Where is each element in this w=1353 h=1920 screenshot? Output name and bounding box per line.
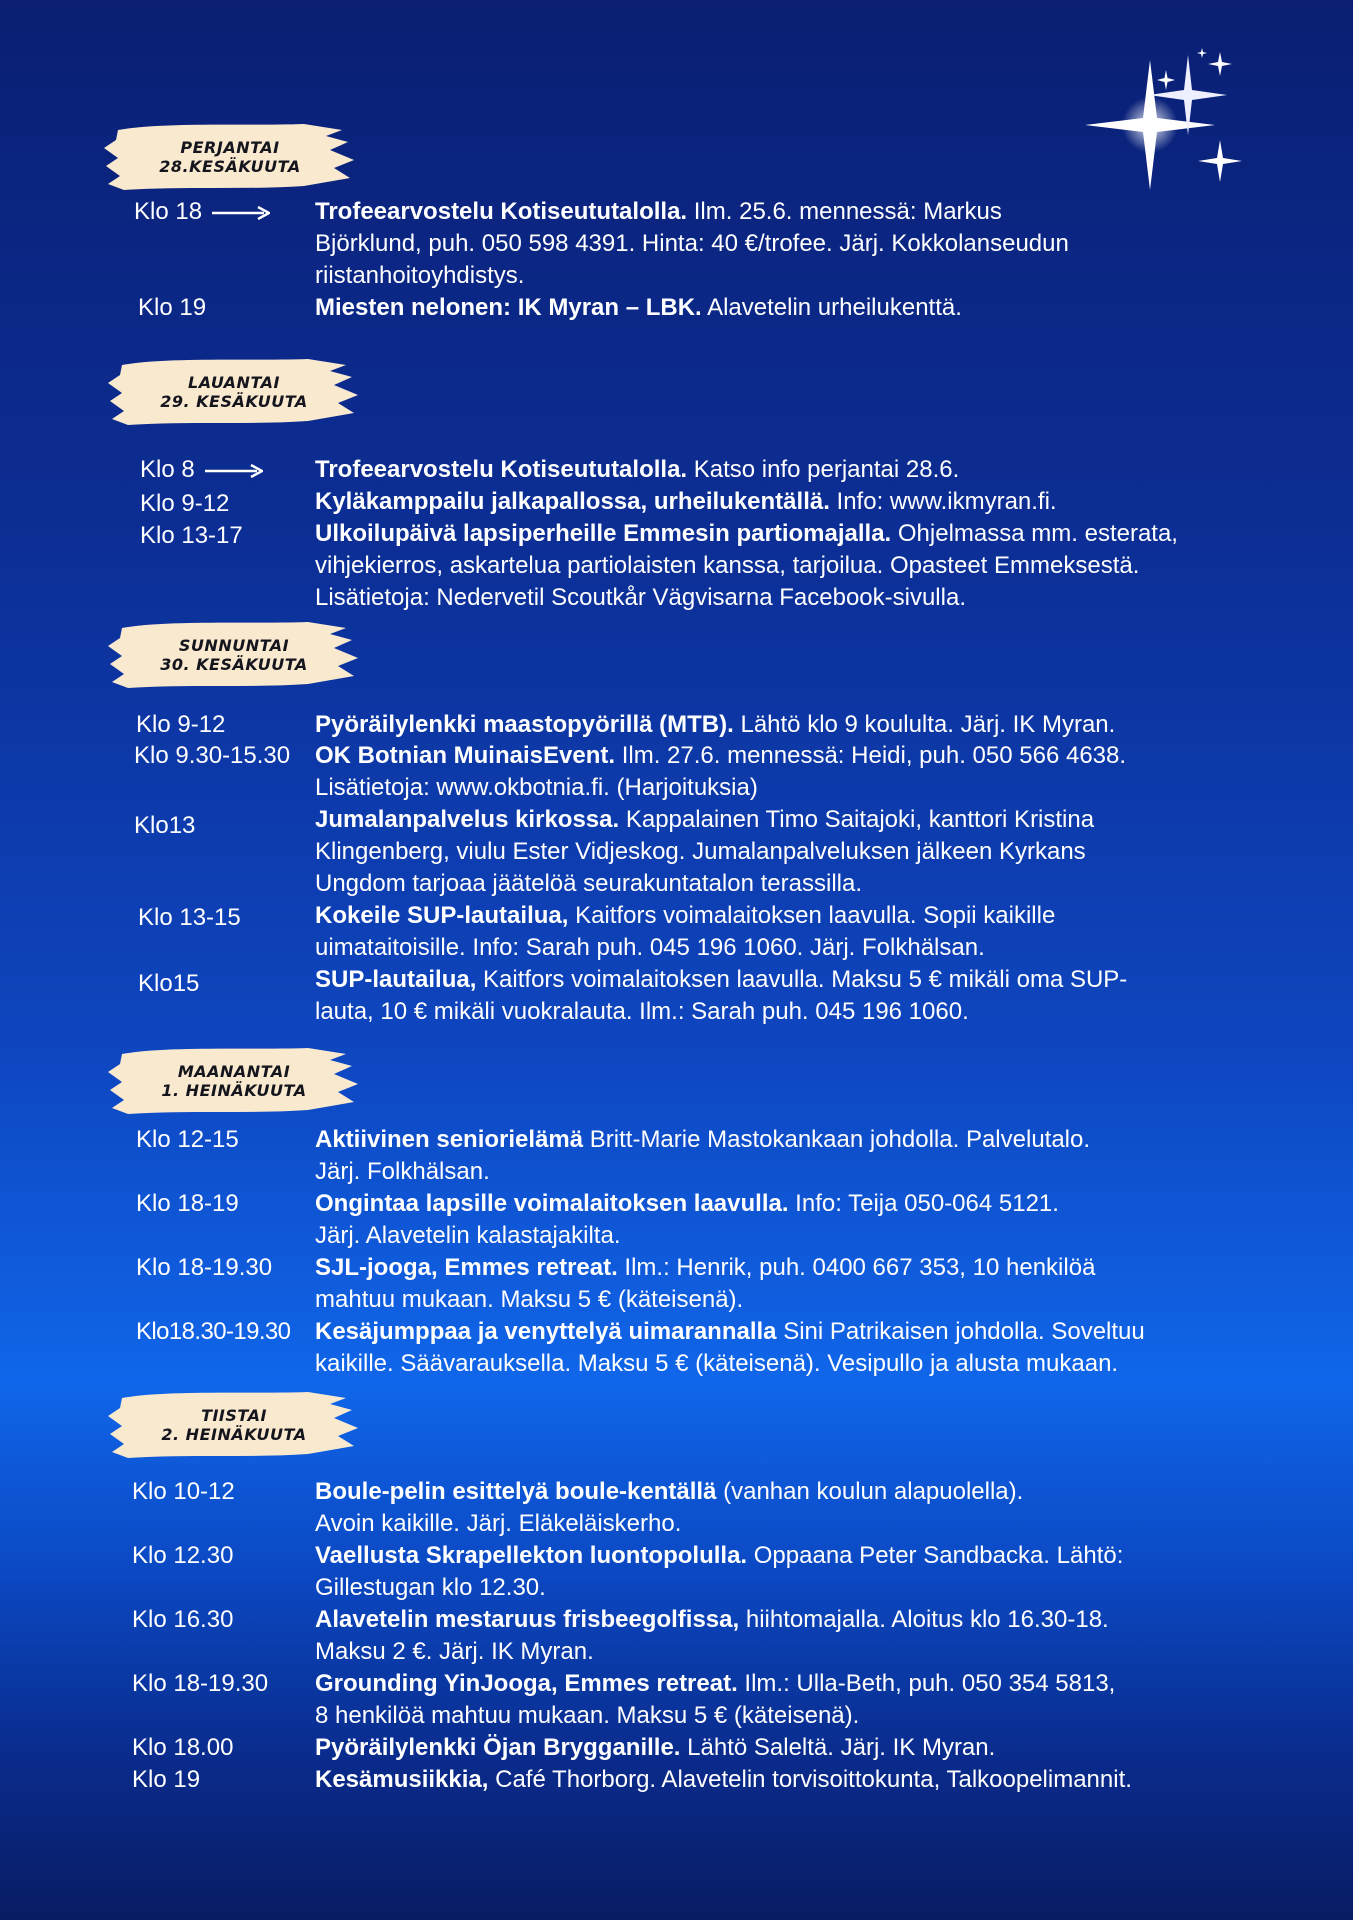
day-date: 28.KESÄKUUTA	[159, 157, 301, 176]
event-time: Klo 13-15	[138, 904, 241, 931]
event-description: Boule-pelin esittelyä boule-kentällä (vanhan koulun alapuolella). Avoin kaikille. Järj. Eläkeläiskerho.	[315, 1478, 1024, 1537]
day-weekday: MAANANTAI	[177, 1062, 291, 1081]
day-badge-sunday	[108, 618, 360, 692]
event-time: Klo 9-12	[136, 711, 226, 738]
day-badge-tuesday	[108, 1388, 360, 1462]
event-time: Klo 8	[140, 454, 263, 486]
event-title: Alavetelin mestaruus frisbeegolfissa,	[315, 1606, 740, 1633]
day-date: 2. HEINÄKUUTA	[161, 1425, 307, 1444]
day-date: 1. HEINÄKUUTA	[161, 1081, 307, 1100]
event-time: Klo 10-12	[132, 1478, 235, 1505]
event-time: Klo 19	[132, 1766, 201, 1793]
event-title: Kokeile SUP-lautailua,	[315, 902, 569, 929]
event-description: Kesämusiikkia, Café Thorborg. Alavetelin torvisoittokunta, Talkoopelimannit.	[315, 1766, 1132, 1793]
event-title: Aktiivinen seniorielämä	[315, 1126, 584, 1153]
event-description: Trofeearvostelu Kotiseututalolla. Katso info perjantai 28.6.	[315, 456, 960, 483]
event-time: Klo 18-19	[136, 1190, 239, 1217]
event-description: Kesäjumppaa ja venyttelyä uimarannalla Sini Patrikaisen johdolla. Soveltuu kaikille. Säävarauksella. Maksu 5 € (käteisenä). Vesipullo ja alusta mukaan.	[315, 1318, 1145, 1377]
event-description: SUP-lautailua, Kaitfors voimalaitoksen laavulla. Maksu 5 € mikäli oma SUP- lauta, 10 € mikäli vuokralauta. Ilm.: Sarah puh. 045 196 1060.	[315, 966, 1128, 1025]
event-title: SUP-lautailua,	[315, 966, 477, 993]
day-date: 30. KESÄKUUTA	[160, 655, 308, 674]
event-title: Kesämusiikkia,	[315, 1766, 489, 1793]
event-time: Klo 18-19.30	[132, 1670, 269, 1697]
event-title: Trofeearvostelu Kotiseututalolla.	[315, 198, 688, 225]
event-description: Pyöräilylenkki maastopyörillä (MTB). Lähtö klo 9 koululta. Järj. IK Myran.	[315, 711, 1116, 738]
event-title: Ongintaa lapsille voimalaitoksen laavulla.	[315, 1190, 789, 1217]
day-weekday: LAUANTAI	[188, 373, 280, 392]
day-weekday: PERJANTAI	[180, 138, 280, 157]
event-description: Jumalanpalvelus kirkossa. Kappalainen Timo Saitajoki, kanttori Kristina Klingenberg, viulu Ester Vidjeskog. Jumalanpalveluksen jälkeen Kyrkans Ungdom tarjoaa jäätelöä seurakuntatalon terassilla.	[315, 806, 1095, 897]
event-time: Klo18.30-19.30	[136, 1318, 291, 1345]
event-time: Klo15	[138, 970, 200, 997]
event-time: Klo 9-12	[140, 490, 230, 517]
event-description: Alavetelin mestaruus frisbeegolfissa, hiihtomajalla. Aloitus klo 16.30-18. Maksu 2 €. Järj. IK Myran.	[315, 1606, 1109, 1665]
event-description: OK Botnian MuinaisEvent. Ilm. 27.6. mennessä: Heidi, puh. 050 566 4638. Lisätietoja: www.okbotnia.fi. (Harjoituksia)	[315, 742, 1127, 801]
day-badge-monday	[108, 1044, 360, 1118]
event-title: OK Botnian MuinaisEvent.	[315, 742, 616, 769]
day-badge-friday	[104, 120, 356, 194]
event-title: SJL-jooga, Emmes retreat.	[315, 1254, 618, 1281]
event-time: Klo 12-15	[136, 1126, 239, 1153]
day-weekday: SUNNUNTAI	[178, 636, 290, 655]
day-date: 29. KESÄKUUTA	[160, 392, 308, 411]
event-time: Klo13	[134, 812, 196, 839]
event-description: SJL-jooga, Emmes retreat. Ilm.: Henrik, puh. 0400 667 353, 10 henkilöä mahtuu mukaan. Maksu 5 € (käteisenä).	[315, 1254, 1096, 1313]
event-description: Vaellusta Skrapellekton luontopolulla. Oppaana Peter Sandbacka. Lähtö: Gillestugan klo 12.30.	[315, 1542, 1124, 1601]
event-title: Boule-pelin esittelyä boule-kentällä	[315, 1478, 717, 1505]
event-description: Kokeile SUP-lautailua, Kaitfors voimalaitoksen laavulla. Sopii kaikille uimataitoisille. Info: Sarah puh. 045 196 1060. Järj. Folkhälsan.	[315, 902, 1056, 961]
event-title: Pyöräilylenkki Öjan Brygganille.	[315, 1734, 681, 1761]
event-time: Klo 9.30-15.30	[134, 742, 291, 769]
event-title: Ulkoilupäivä lapsiperheille Emmesin partiomajalla.	[315, 520, 892, 547]
event-description: Aktiivinen seniorielämä Britt-Marie Mastokankaan johdolla. Palvelutalo. Järj. Folkhälsan.	[315, 1126, 1091, 1185]
event-time: Klo 19	[138, 294, 207, 321]
event-title: Miesten nelonen: IK Myran – LBK.	[315, 294, 702, 321]
event-title: Vaellusta Skrapellekton luontopolulla.	[315, 1542, 748, 1569]
day-weekday: TIISTAI	[201, 1406, 267, 1425]
event-time: Klo 12.30	[132, 1542, 234, 1569]
event-time: Klo 13-17	[140, 522, 243, 549]
event-time: Klo 18-19.30	[136, 1254, 273, 1281]
event-title: Kyläkamppailu jalkapallossa, urheilukentällä.	[315, 488, 830, 515]
event-description: Grounding YinJooga, Emmes retreat. Ilm.: Ulla-Beth, puh. 050 354 5813, 8 henkilöä mahtuu mukaan. Maksu 5 € (käteisenä).	[315, 1670, 1116, 1729]
event-time: Klo 18	[134, 196, 270, 228]
event-title: Pyöräilylenkki maastopyörillä (MTB).	[315, 711, 734, 738]
event-title: Kesäjumppaa ja venyttelyä uimarannalla	[315, 1318, 777, 1345]
sparkles-icon	[1080, 40, 1260, 200]
event-description: Pyöräilylenkki Öjan Brygganille. Lähtö Saleltä. Järj. IK Myran.	[315, 1734, 996, 1761]
arrow-right-icon	[205, 464, 263, 478]
event-description: Trofeearvostelu Kotiseututalolla. Ilm. 25.6. mennessä: Markus Björklund, puh. 050 598 4391. Hinta: 40 €/trofee. Järj. Kokkolanseudun riistanhoitoyhdistys.	[315, 198, 1069, 289]
event-description: Miesten nelonen: IK Myran – LBK. Alavetelin urheilukenttä.	[315, 294, 962, 321]
event-description: Ongintaa lapsille voimalaitoksen laavulla. Info: Teija 050-064 5121. Järj. Alavetelin kalastajakilta.	[315, 1190, 1059, 1249]
event-description: Kyläkamppailu jalkapallossa, urheilukentällä. Info: www.ikmyran.fi.	[315, 488, 1057, 515]
event-description: Ulkoilupäivä lapsiperheille Emmesin partiomajalla. Ohjelmassa mm. esterata, vihjekierros, askartelua partiolaisten kanssa, tarjoilua. Opasteet Emmeksestä. Lisätietoja: Nedervetil Scoutkår Vägvisarna Facebook-sivulla.	[315, 520, 1178, 611]
event-time: Klo 18.00	[132, 1734, 234, 1761]
event-title: Grounding YinJooga, Emmes retreat.	[315, 1670, 738, 1697]
event-title: Trofeearvostelu Kotiseututalolla.	[315, 456, 688, 483]
arrow-right-icon	[212, 206, 270, 220]
event-time: Klo 16.30	[132, 1606, 234, 1633]
event-title: Jumalanpalvelus kirkossa.	[315, 806, 620, 833]
day-badge-saturday	[108, 355, 360, 429]
